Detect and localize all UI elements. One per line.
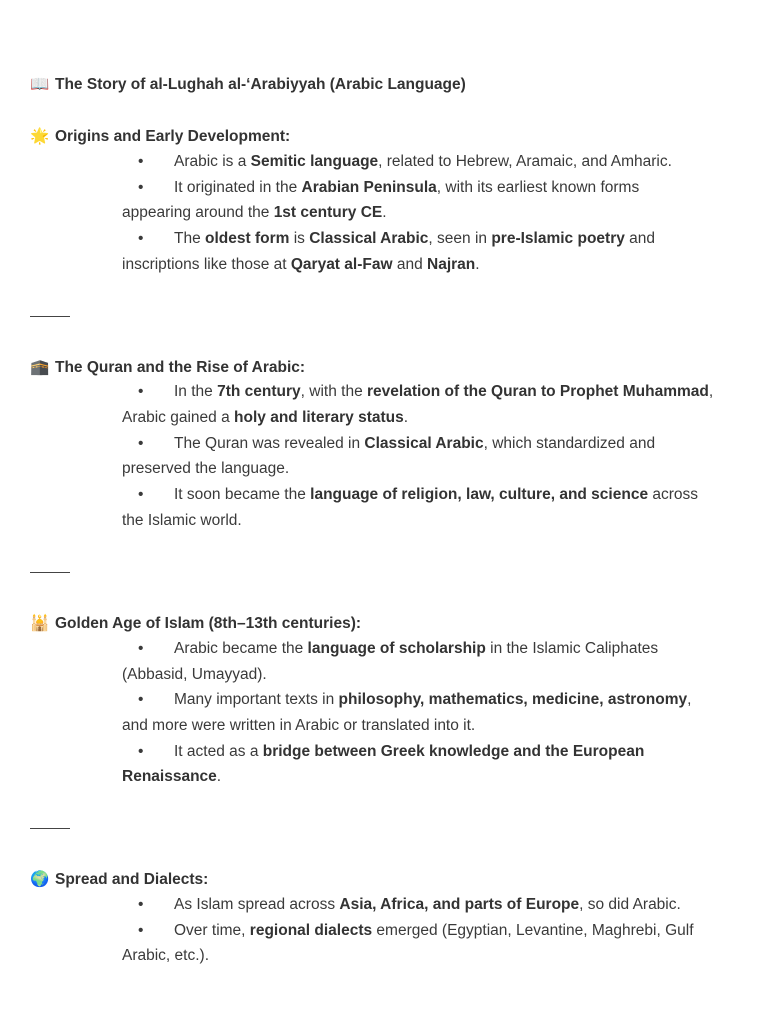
bullet-marker: • bbox=[138, 922, 144, 939]
list-item bbox=[138, 921, 694, 941]
emphasized-text: oldest form bbox=[205, 230, 290, 247]
text-run: . bbox=[403, 409, 409, 426]
text-run: preserved the language. bbox=[122, 460, 290, 477]
text-run: . bbox=[382, 204, 387, 221]
section-divider bbox=[30, 316, 70, 317]
list-item bbox=[138, 485, 698, 505]
text-run: , so did Arabic. bbox=[579, 896, 681, 913]
bullet-marker: • bbox=[138, 435, 144, 452]
open-book-icon: 📖 bbox=[30, 75, 50, 93]
document-title-text: The Story of al-Lughah al-‘Arabiyyah (Arabic Language) bbox=[55, 76, 466, 93]
list-item-continuation bbox=[122, 716, 475, 736]
section-heading-spread bbox=[30, 869, 208, 890]
emphasized-text: philosophy, mathematics, medicine, astronomy bbox=[338, 691, 688, 708]
emphasized-text: Arabian Peninsula bbox=[301, 179, 437, 196]
section-heading-text: The Quran and the Rise of Arabic: bbox=[55, 359, 306, 376]
text-run: The bbox=[174, 230, 206, 247]
document-title bbox=[30, 74, 466, 95]
emphasized-text: pre-Islamic poetry bbox=[491, 230, 625, 247]
text-run: and bbox=[392, 256, 427, 273]
text-run: It acted as a bbox=[174, 743, 263, 760]
text-run: the Islamic world. bbox=[122, 512, 242, 529]
text-run: , with its earliest known forms bbox=[436, 179, 640, 196]
emphasized-text: Classical Arabic bbox=[364, 435, 484, 452]
list-item-continuation bbox=[122, 767, 221, 787]
text-run: The Quran was revealed in bbox=[174, 435, 365, 452]
bullet-marker: • bbox=[138, 153, 144, 170]
text-run: As Islam spread across bbox=[174, 896, 340, 913]
text-run: and more were written in Arabic or translated into it. bbox=[122, 717, 476, 734]
list-item bbox=[138, 895, 681, 915]
emphasized-text: Semitic language bbox=[250, 153, 379, 170]
emphasized-text: 1st century CE bbox=[273, 204, 383, 221]
emphasized-text: 7th century bbox=[217, 383, 301, 400]
section-heading-text: Golden Age of Islam (8th–13th centuries): bbox=[55, 615, 362, 632]
text-run: Arabic, etc.). bbox=[122, 947, 209, 964]
text-run: In the bbox=[174, 383, 218, 400]
text-run: . bbox=[475, 256, 480, 273]
emphasized-text: bridge between Greek knowledge and the European bbox=[262, 743, 645, 760]
list-item-continuation bbox=[122, 459, 289, 479]
list-item bbox=[138, 152, 672, 172]
star-icon: 🌟 bbox=[30, 127, 50, 145]
emphasized-text: revelation of the Quran to Prophet Muhammad bbox=[367, 383, 709, 400]
text-run: , seen in bbox=[428, 230, 492, 247]
list-item bbox=[138, 639, 658, 659]
section-heading-text: Origins and Early Development: bbox=[55, 128, 291, 145]
text-run: It soon became the bbox=[174, 486, 311, 503]
section-heading-quran bbox=[30, 357, 305, 378]
text-run: Over time, bbox=[174, 922, 250, 939]
list-item-continuation bbox=[122, 408, 408, 428]
text-run: across bbox=[648, 486, 699, 503]
text-run: Many important texts in bbox=[174, 691, 339, 708]
bullet-marker: • bbox=[138, 743, 144, 760]
bullet-marker: • bbox=[138, 383, 144, 400]
list-item bbox=[138, 229, 655, 249]
list-item-continuation bbox=[122, 203, 387, 223]
text-run: emerged (Egyptian, Levantine, Maghrebi, Gulf bbox=[372, 922, 694, 939]
bullet-marker: • bbox=[138, 640, 144, 657]
text-run: . bbox=[216, 768, 222, 785]
list-item-continuation bbox=[122, 511, 242, 531]
emphasized-text: language of scholarship bbox=[307, 640, 486, 657]
text-run: and bbox=[624, 230, 656, 247]
list-item-continuation bbox=[122, 255, 480, 275]
section-divider bbox=[30, 828, 70, 829]
text-run: is bbox=[289, 230, 310, 247]
text-run: (Abbasid, Umayyad). bbox=[122, 666, 267, 683]
text-run: appearing around the bbox=[122, 204, 274, 221]
text-run: Arabic is a bbox=[174, 153, 251, 170]
text-run: , related to Hebrew, Aramaic, and Amharic. bbox=[378, 153, 672, 170]
mosque-icon: 🕌 bbox=[30, 614, 50, 632]
section-heading-text: Spread and Dialects: bbox=[55, 871, 209, 888]
text-run: Arabic became the bbox=[174, 640, 308, 657]
text-run: , bbox=[708, 383, 714, 400]
kaaba-icon: 🕋 bbox=[30, 358, 50, 376]
text-run: , which standardized and bbox=[483, 435, 656, 452]
bullet-marker: • bbox=[138, 230, 144, 247]
text-run: inscriptions like those at bbox=[122, 256, 291, 273]
text-run: in the Islamic Caliphates bbox=[485, 640, 659, 657]
section-divider bbox=[30, 572, 70, 573]
emphasized-text: language of religion, law, culture, and science bbox=[310, 486, 649, 503]
list-item bbox=[138, 434, 655, 454]
emphasized-text: Najran bbox=[427, 256, 476, 273]
list-item-continuation bbox=[122, 665, 267, 685]
list-item bbox=[138, 690, 691, 710]
bullet-marker: • bbox=[138, 896, 144, 913]
text-run: , with the bbox=[300, 383, 367, 400]
section-heading-golden-age bbox=[30, 613, 361, 634]
section-heading-origins bbox=[30, 126, 290, 147]
emphasized-text: holy and literary status bbox=[234, 409, 404, 426]
bullet-marker: • bbox=[138, 486, 144, 503]
emphasized-text: Qaryat al-Faw bbox=[290, 256, 393, 273]
list-item bbox=[138, 178, 639, 198]
list-item bbox=[138, 382, 713, 402]
text-run: It originated in the bbox=[174, 179, 302, 196]
emphasized-text: Renaissance bbox=[122, 768, 217, 785]
emphasized-text: regional dialects bbox=[249, 922, 373, 939]
emphasized-text: Classical Arabic bbox=[309, 230, 429, 247]
globe-icon: 🌍 bbox=[30, 870, 50, 888]
bullet-marker: • bbox=[138, 691, 144, 708]
list-item-continuation bbox=[122, 946, 209, 966]
text-run: , bbox=[687, 691, 692, 708]
text-run: Arabic gained a bbox=[122, 409, 235, 426]
list-item bbox=[138, 742, 644, 762]
bullet-marker: • bbox=[138, 179, 144, 196]
emphasized-text: Asia, Africa, and parts of Europe bbox=[339, 896, 580, 913]
